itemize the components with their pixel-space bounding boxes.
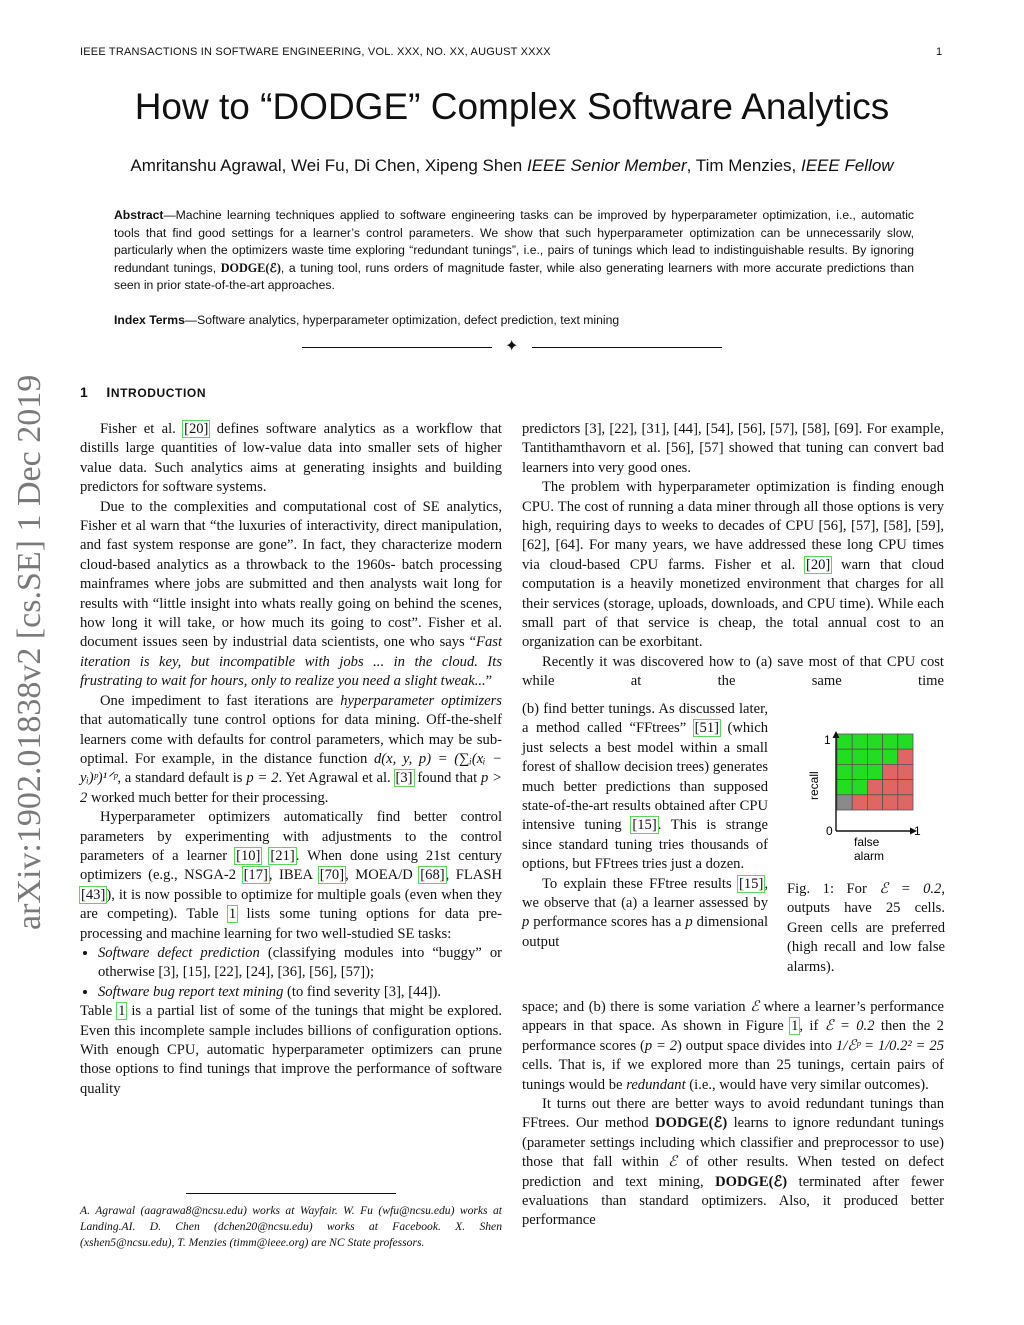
citation-link[interactable]: [15] — [632, 817, 657, 834]
paragraph: Table 1 is a partial list of some of the tunings that might be explored. Even this incomplete sample includes billions of configuration options. With enough CPU, automatic hyperparameter optimizers can prune those options to find tunings that improve the performance of software quality — [80, 1003, 502, 1097]
abstract-text: —Machine learning techniques applied to software engineering tasks can be improved by hyperparameter optimization, i.e., automatic tools that find good settings for a learner’s control parameters. We show that such hyperparameter optimization can be unnecessarily slow, particularly when the optimizers waste time exploring “redundant tunings”, i.e., pairs of tunings which lead to indistinguishable results. By ignoring redundant tunings, — [114, 208, 914, 275]
separator-diamond-icon: ✦ — [505, 336, 519, 355]
section-number: 1 — [80, 384, 89, 400]
grid-cell — [852, 780, 867, 795]
abstract-label: Abstract — [114, 208, 164, 222]
y-axis-label: recall — [807, 771, 821, 800]
grid-cell — [883, 764, 898, 779]
running-head: IEEE TRANSACTIONS IN SOFTWARE ENGINEERING, VOL. XXX, NO. XX, AUGUST XXXX — [80, 46, 551, 58]
author-role: IEEE Senior Member — [526, 156, 687, 175]
section-heading — [80, 384, 206, 400]
table-link[interactable]: 1 — [228, 906, 237, 923]
citation-group[interactable]: [56], [57], [58], [59], [62], [64] — [522, 518, 944, 554]
grid-cell — [898, 795, 913, 810]
grid-cell — [883, 795, 898, 810]
grid-cell — [883, 780, 898, 795]
list-item: • Software defect prediction (classifying modules into “buggy” or otherwise [3], [15], [22], [24], [36], [56], [57]); — [98, 944, 502, 983]
paper-title: How to “DODGE” Complex Software Analytics — [134, 86, 890, 127]
page-number: 1 — [936, 46, 943, 58]
grid-cell — [867, 780, 882, 795]
grid-cell — [852, 795, 867, 810]
dodge-name: DODGE(ℰ) — [715, 1173, 788, 1190]
citation-link[interactable]: [20] — [184, 421, 209, 437]
grid-cell — [883, 734, 898, 749]
footnote-rule — [186, 1193, 396, 1194]
origin-tick: 0 — [826, 824, 833, 838]
citation-group[interactable]: [56], [57] — [666, 440, 724, 457]
grid-cell — [898, 734, 913, 749]
grid-cell — [867, 749, 882, 764]
citation-link[interactable]: [20] — [805, 556, 831, 573]
left-column — [80, 420, 502, 1099]
citation-link[interactable]: [70] — [319, 867, 345, 884]
paragraph: Due to the complexities and computational cost of SE analytics, Fisher et al warn that “the luxuries of interactivity, direct manipulation, and fast system response are gone”. In fact, they characterize modern cloud-based analytics as a throwback to the 1960s- batch processing mainframes where jobs are submitted and then analysts wait long for results with “little insight into whats really going on behind the scenes, how long it will take, or how much its going to cost”. Fisher et al. document issues seen by industrial data scientists, one who says “Fast iteration is key, but incompatible with jobs ... in the cloud. Its frustrating to wait for hours, only to realize you need a slight tweak...” — [80, 498, 502, 690]
index-terms-label: Index Terms — [114, 313, 185, 327]
citation-group[interactable]: [3], [22], [31], [44], [54], [56], [57], [58], [69] — [584, 421, 859, 437]
grid-cell — [837, 749, 852, 764]
index-terms-text: —Software analytics, hyperparameter optimization, defect prediction, text mining — [184, 313, 620, 327]
arxiv-stamp: arXiv:1902.01838v2 [cs.SE] 1 Dec 2019 — [11, 374, 48, 930]
figure-1-grid — [790, 728, 950, 868]
paragraph: To explain these FFtree results [15], we observe that (a) a learner assessed by p performance scores has a p dimensional output — [522, 875, 768, 950]
x-axis-label: false — [854, 835, 880, 849]
dodge-name: DODGE(ℰ) — [655, 1115, 728, 1132]
index-terms — [114, 313, 914, 327]
paragraph: One impediment to fast iterations are hyperparameter optimizers that automatically tune control options for data mining. Off-the-shelf learners come with defaults for control parameters, which may be sub-optimal. For example, in the distance function d(x, y, p) = (∑ᵢ(xᵢ − yᵢ)ᵖ)¹ᐟᵖ, a standard default is p = 2. Yet Agrawal et al. [3] found that p > 2 worked much better for their processing. — [80, 692, 502, 806]
author-names: , Tim Menzies, — [686, 156, 801, 175]
grid-cell — [837, 764, 852, 779]
table-link[interactable]: 1 — [118, 1003, 126, 1020]
grid-cell — [852, 764, 867, 779]
paragraph: Recently it was discovered how to (a) save most of that CPU cost while at the same time — [522, 653, 944, 690]
paragraph: (b) find better tunings. As discussed later, a method called “FFtrees” [51] (which just selects a best model within a small forest of shallow decision trees) generates much better predictions than supposed state-of-the-art results obtained after CPU intensive tuning [15]. This is strange since standard tuning tries thousands of options, but FFtrees tries just a dozen. — [522, 701, 768, 873]
narrow-column — [522, 671, 768, 952]
grid-cell — [852, 749, 867, 764]
grid-cell — [898, 764, 913, 779]
grid-cell — [883, 749, 898, 764]
figure-link[interactable]: 1 — [791, 1018, 799, 1035]
y-tick-1: 1 — [824, 733, 831, 747]
author-names: Amritanshu Agrawal, Wei Fu, Di Chen, Xipeng Shen — [130, 156, 527, 175]
paragraph: predictors [3], [22], [31], [44], [54], [56], [57], [58], [69]. For example, Tantithamthavorn et al. [56], [57] showed that tuning can convert bad learners into very good ones. — [522, 421, 944, 476]
author-list — [0, 156, 1024, 176]
citation-link[interactable]: [21] — [270, 847, 295, 864]
citation-link[interactable]: [3] — [395, 770, 413, 787]
separator-rule-right — [532, 347, 722, 348]
grid-cell — [837, 780, 852, 795]
x-tick-1: 1 — [914, 824, 921, 838]
right-column-bottom — [522, 998, 944, 1231]
citation-link[interactable]: [51] — [694, 720, 719, 737]
section-title-rest: NTRODUCTION — [110, 386, 207, 400]
citation-link[interactable]: [43] — [81, 886, 106, 903]
grid-cell — [898, 780, 913, 795]
paragraph: It turns out there are better ways to avoid redundant tunings than FFtrees. Our method DODGE(ℰ) learns to ignore redundant tunings (parameter settings including which classifier and preprocessor to use) those that fall within ℰ of other results. When tested on defect prediction and text mining, DODGE(ℰ) terminated after fewer evaluations than standard optimizers. Also, it produced better performance — [522, 1096, 944, 1229]
right-column — [522, 420, 944, 692]
separator-rule-left — [302, 347, 492, 348]
author-role: IEEE Fellow — [800, 156, 894, 175]
grid-cell — [837, 795, 852, 810]
list-item: • Software bug report text mining (to find severity [3], [44]). — [98, 983, 502, 1002]
citation-link[interactable]: [68] — [420, 867, 445, 884]
abstract-text: , a tuning tool, runs orders of magnitude faster, while also generating learners with more accurate predictions than seen in prior state-of-the-art approaches. — [114, 260, 914, 293]
grid-cell — [852, 734, 867, 749]
section-initial: I — [106, 384, 111, 400]
grid-cell — [867, 764, 882, 779]
footnote: A. Agrawal (aagrawa8@ncsu.edu) works at Wayfair. W. Fu (wfu@ncsu.edu) works at Landing.AI. D. Chen (dchen20@ncsu.edu) works at Facebook. X. Shen (xshen5@ncsu.edu), T. Menzies (timm@ieee.org) are NC State professors. — [80, 1204, 502, 1249]
paragraph: space; and (b) there is some variation ℰ where a learner’s performance appears in that space. As shown in Figure 1, if ℰ = 0.2 then the 2 performance scores (p = 2) output space divides into 1/ℰᵖ = 1/0.2² = 25 cells. That is, if we explored more than 25 tunings, certain pairs of tunings would be redundant (i.e., would have very similar outcomes). — [522, 999, 944, 1093]
paragraph: Hyperparameter optimizers automatically find better control parameters by experimenting with adjustments to the control parameters of a learner [10] [21]. When done using 21st century optimizers (e.g., NSGA-2 [17], IBEA [70], MOEA/D [68], FLASH [43]), it is now possible to optimize for multiple goals (even when they are competing). Table 1 lists some tuning options for data pre-processing and machine learning for two well-studied SE tasks: — [80, 809, 502, 942]
citation-link[interactable]: [10] — [236, 847, 261, 864]
citation-group[interactable]: [3], [15], [22], [24], [36], [56], [57] — [158, 964, 366, 981]
x-axis-label: alarm — [854, 849, 885, 863]
paragraph: Fisher et al. [20] defines software analytics as a workflow that distills large quantities of low-value data into smaller sets of higher value data. Such analytics aims at generating insights and building predictors for software systems. — [80, 421, 502, 496]
grid-cell — [867, 734, 882, 749]
math-expression: d(x, y, p) = (∑ᵢ(xᵢ − yᵢ)ᵖ)¹ᐟᵖ — [80, 750, 502, 787]
abstract — [114, 207, 914, 295]
task-list — [80, 944, 502, 1002]
grid-cell — [837, 734, 852, 749]
citation-group[interactable]: [3], [44] — [383, 983, 433, 1000]
figure-caption: Fig. 1: For ℰ = 0.2, outputs have 25 cells. Green cells are preferred (high recall and low false alarms). — [787, 881, 945, 975]
citation-link[interactable]: [17] — [243, 867, 268, 884]
grid-cell — [898, 749, 913, 764]
paragraph: The problem with hyperparameter optimization is finding enough CPU. The cost of running a data miner through all those options is very high, requiring days to weeks to decades of CPU [56], [57], [58], [59], [62], [64]. For many years, we have addressed these long CPU times via cloud-based CPU farms. Fisher et al. [20] warn that cloud computation is a heavily monetized environment that charges for all their services (storage, uploads, downloads, and CPU time). While each small part of that service is cheap, the total annual cost to an organization can be exorbitant. — [522, 479, 944, 651]
citation-link[interactable]: [15] — [739, 875, 764, 892]
grid-cell — [867, 795, 882, 810]
dodge-name: DODGE(ℰ) — [220, 260, 281, 275]
